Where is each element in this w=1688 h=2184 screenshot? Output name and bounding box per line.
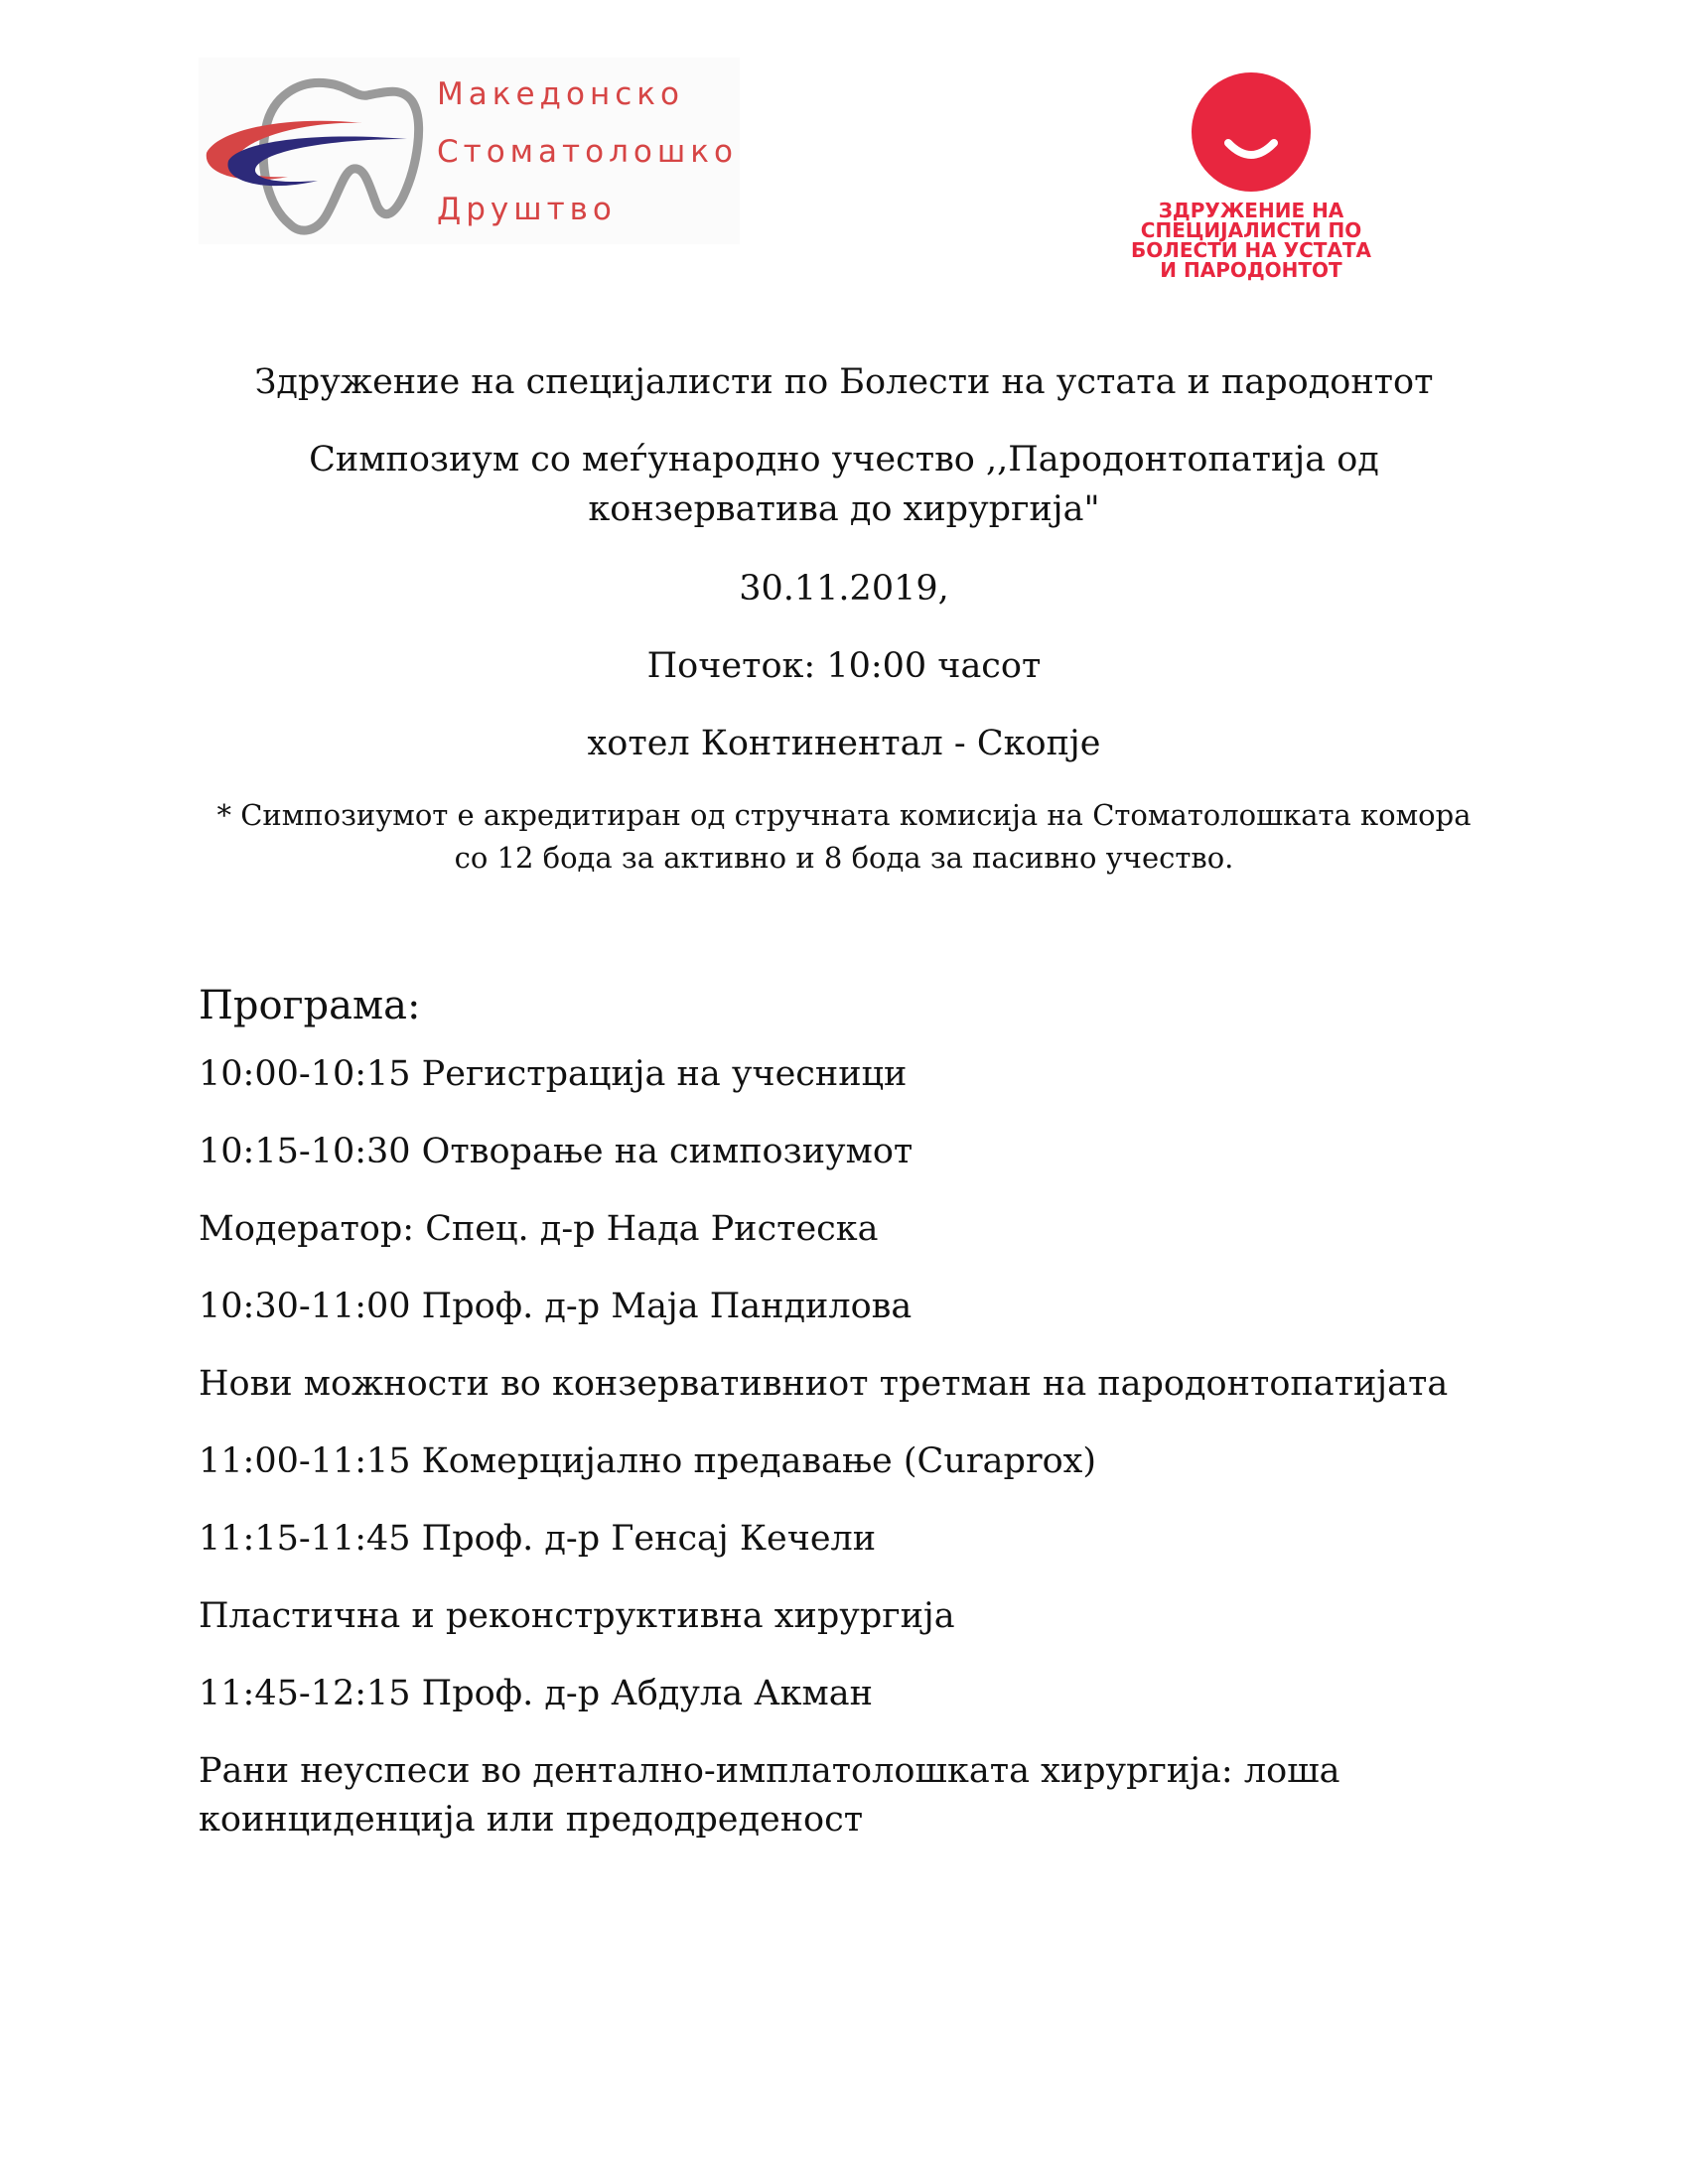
symposium-title-line-2: конзерватива до хирургија"	[588, 489, 1100, 529]
association-logo-text	[1112, 201, 1390, 280]
event-venue	[149, 719, 1539, 768]
program-item-last-line-2: коинциденција или предодреденост	[199, 1800, 864, 1840]
event-date	[149, 564, 1539, 614]
tooth-swoosh-icon	[199, 58, 437, 244]
program-item: 10:00-10:15 Регистрација на учесници	[199, 1054, 908, 1094]
event-start-text: Почеток: 10:00 часот	[646, 646, 1042, 686]
event-date-text: 30.11.2019,	[739, 569, 949, 609]
program-item: 11:45-12:15 Проф. д-р Абдула Акман	[199, 1674, 873, 1713]
program-item: Нови можности во конзервативниот третман на пародонтопатијата	[199, 1364, 1449, 1404]
event-start	[149, 641, 1539, 691]
program-item-last	[199, 1747, 1489, 1844]
symposium-title-line-1: Симпозиум со меѓународно учество ,,Пародонтопатија од	[309, 440, 1379, 479]
program-item: 10:30-11:00 Проф. д-р Маја Пандилова	[199, 1287, 913, 1326]
association-logo-line-2: СПЕЦИЈАЛИСТИ ПО	[1140, 218, 1362, 242]
program-title: Програма:	[199, 983, 421, 1028]
smile-circle-icon	[1177, 69, 1326, 194]
event-venue-text: хотел Континентал - Скопје	[587, 724, 1101, 763]
program-item: 11:00-11:15 Комерцијално предавање (Curaprox)	[199, 1441, 1097, 1481]
mds-logo-line-3: Друштво	[437, 192, 617, 227]
symposium-title	[149, 435, 1539, 534]
accreditation-note-line-1: * Симпозиумот е акредитиран од стручната комисија на Стоматолошката комора	[216, 798, 1472, 832]
association-logo-line-1: ЗДРУЖЕНИЕ НА	[1158, 199, 1344, 222]
program-item: 10:15-10:30 Отворање на симпозиумот	[199, 1132, 914, 1171]
program-section	[199, 978, 1489, 1844]
accreditation-note-line-2: со 12 бода за активно и 8 бода за пасивно учество.	[454, 841, 1234, 875]
association-title-text: Здружение на специјалисти по Болести на устата и пародонтот	[254, 362, 1434, 402]
association-title	[149, 357, 1539, 407]
mds-logo-text	[437, 66, 738, 238]
mds-logo-line-2: Стоматолошко	[437, 134, 738, 170]
association-logo-line-3: БОЛЕСТИ НА УСТАТА	[1130, 238, 1372, 262]
association-logo-line-4: И ПАРОДОНТОТ	[1160, 258, 1342, 282]
program-item: Пластична и реконструктивна хирургија	[199, 1596, 955, 1636]
association-logo	[1112, 69, 1390, 288]
accreditation-note	[149, 794, 1539, 880]
mds-logo-line-1: Македонско	[437, 76, 684, 112]
program-item: Модератор: Спец. д-р Нада Ристеска	[199, 1209, 879, 1249]
program-item-last-line-1: Рани неуспеси во дентално-имплатолошката хирургија: лоша	[199, 1751, 1340, 1791]
mds-logo	[199, 58, 740, 244]
program-item: 11:15-11:45 Проф. д-р Генсај Кечели	[199, 1519, 877, 1559]
